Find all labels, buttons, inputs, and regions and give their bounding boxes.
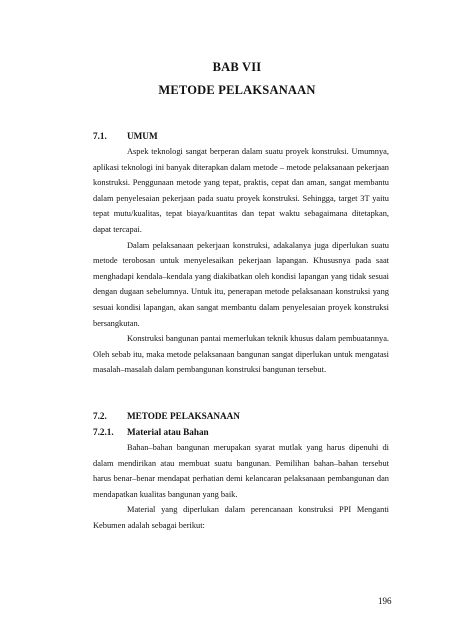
section-title: UMUM [127,131,158,141]
chapter-number: BAB VII [212,60,262,74]
paragraph: Dalam pelaksanaan pekerjaan konstruksi, adakalanya juga diperlukan suatu metode terobosan untuk menyelesaikan pekerjaan lapangan. Khususnya pada saat menghadapi kendala–kendala yang diakibatkan oleh kondisi lapangan yang tidak sesuai dengan dugaan sebelumnya. Untuk itu, penerapan metode pelaksanaan konstruksi yang sesuai kondisi lapangan, akan sangat membantu dalam penyelesaian proyek konstruksi bersangkutan. [93,240,389,328]
section-title: Material atau Bahan [127,427,209,437]
subsection-heading-material [93,427,209,437]
section-body-umum [93,144,389,378]
page-number: 196 [378,596,392,606]
section-title: METODE PELAKSANAAN [127,411,240,421]
paragraph: Bahan–bahan bangunan merupakan syarat mutlak yang harus dipenuhi di dalam mendirikan atau membuat suatu bangunan. Pemilihan bahan–bahan tersebut harus benar–benar mendapat perhatian demi kelancaran pelaksanaan pembangunan dan mendapatkan kualitas bangunan yang baik. [93,443,389,499]
section-number: 7.2. [93,411,107,421]
paragraph: Material yang diperlukan dalam perencanaan konstruksi PPI Menganti Kebumen adalah sebagai berikut: [93,505,389,530]
chapter-title: METODE PELAKSANAAN [158,83,316,97]
section-heading-umum [93,131,158,141]
paragraph: Aspek teknologi sangat berperan dalam suatu proyek konstruksi. Umumnya, aplikasi teknologi ini banyak diterapkan dalam metode – metode pelaksanaan pekerjaan konstruksi. Penggunaan metode yang tepat, praktis, cepat dan aman, sangat membantu dalam penyelesaian pekerjaan pada suatu proyek konstruksi. Sehingga, target 3T yaitu tepat mutu/kualitas, tepat biaya/kuantitas dan tepat waktu sebagaimana ditetapkan, dapat tercapai. [93,147,389,234]
section-body-material [93,440,389,534]
section-heading-metode [93,411,240,421]
paragraph: Konstruksi bangunan pantai memerlukan teknik khusus dalam pembuatannya. Oleh sebab itu, maka metode pelaksanaan bangunan sangat diperlukan untuk mengatasi masalah–masalah dalam pembangunan konstruksi bangunan tersebut. [93,334,389,375]
section-number: 7.2.1. [93,427,114,437]
section-number: 7.1. [93,131,107,141]
